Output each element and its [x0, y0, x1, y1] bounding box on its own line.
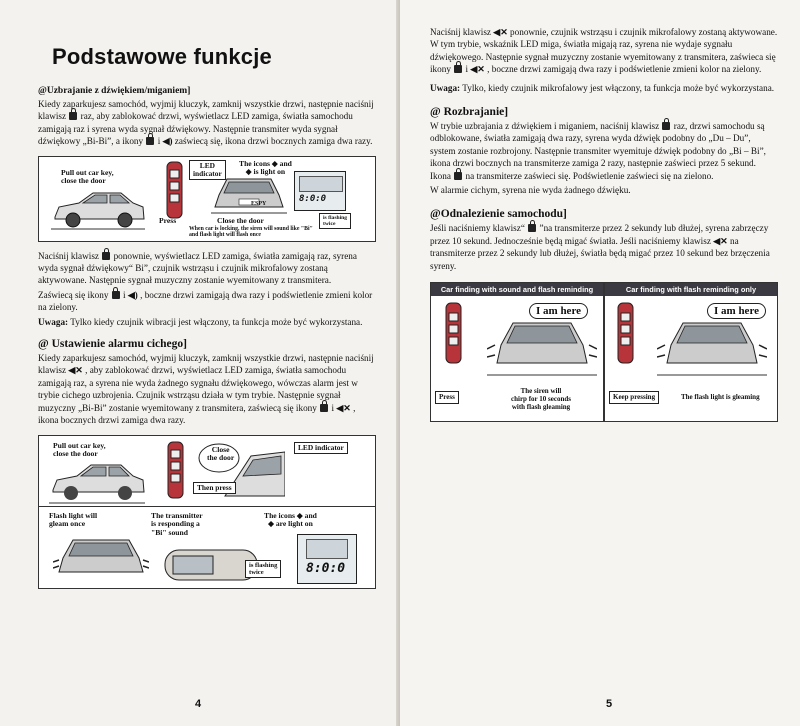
paragraph: Naciśnij klawisz ◀✕ ponownie, czujnik wstrząsu i czujnik mikrofalowy zostaną aktywowane. W tym trybie, wskaźnik LED miga, światła migają raz, syrena nie wydaje sygnału dźwiękowego. Następnie sygnał muzyczny zostanie wyemitowany z transmitera, zaświeca się ikony i ◀✕ , boczne drzwi zamigają dwa razy i podświetlenie zmieni kolor na zielony. [430, 27, 778, 75]
right-page [400, 0, 800, 726]
section-heading-disarm: @ Rozbrajanie] [430, 106, 509, 119]
unlock-icon [662, 122, 670, 130]
press-label: Press [435, 391, 459, 403]
remote-illustration [615, 301, 637, 367]
flashing-label: is flashing twice [319, 213, 351, 230]
siren-label: The siren will chirp for 10 seconds with flash gleaming [511, 387, 571, 412]
siren-note: When car is locking, the siren will sound like "Bi" and flash light will flash once [189, 225, 313, 239]
flash-label: The flash light is gleaming [681, 393, 760, 402]
car-front-illustration [53, 532, 149, 584]
remote-illustration [443, 301, 465, 367]
figure-label: Pull out car key, close the door [53, 440, 106, 459]
remote-illustration [164, 160, 186, 222]
speech-bubble: I am here [707, 303, 766, 319]
transmitter-display [294, 171, 346, 211]
lock-icon [69, 112, 77, 120]
car-side-illustration [49, 187, 147, 233]
flash-label: Flash light will gleam once [49, 510, 98, 529]
led-indicator-label: LED indicator [189, 160, 226, 181]
close-door-label: Close the door [207, 444, 235, 463]
car-front-illustration [487, 315, 597, 381]
mute-speaker-icon: ◀✕ [713, 235, 728, 246]
mute-speaker-icon: ◀✕ [336, 402, 351, 413]
section-heading-arming: @Uzbrajanie z dźwiękiem/miganiem] [38, 86, 191, 96]
plate-text: ESPY [251, 200, 267, 207]
car-front-illustration [657, 315, 767, 381]
page-number: 4 [195, 698, 202, 710]
paragraph: Kiedy zaparkujesz samochód, wyjmij kluczyk, zamknij wszystkie drzwi, następnie naciśnij klawisz raz, aby zablokować drzwi, wyświetlacz LED zamiga, światła samochodu zamigają raz i syrena wyda sygnał dźwiękowy. Następnie transmiter wyda sygnał dźwiękowy „Bi-Bi”, a ikony i ◀) zaświecą się, ikona drzwi bocznych zamiga dwa razy. [38, 99, 374, 147]
mute-speaker-icon: ◀✕ [68, 365, 83, 376]
note-paragraph: Uwaga: Tylko kiedy czujnik wibracji jest włączony, ta funkcja może być wykorzystana. [38, 316, 363, 327]
section-heading-silent: @ Ustawienie alarmu cichego] [38, 338, 187, 351]
lock-icon [102, 252, 110, 260]
divider [603, 283, 605, 421]
lock-icon [146, 137, 154, 145]
unlock-icon [454, 172, 462, 180]
transmitter-display [297, 534, 357, 584]
divider [39, 506, 375, 507]
flashing-label: is flashing twice [245, 560, 281, 579]
lock-icon [112, 291, 120, 299]
then-press-label: Then press [193, 482, 236, 494]
car-icon [299, 176, 343, 192]
lock-icon [454, 65, 462, 73]
car-side-illustration [47, 458, 147, 506]
speech-bubble: I am here [529, 303, 588, 319]
paragraph: Jeśli naciśniemy klawisz“ ”na transmiterze przez 2 sekundy lub dłużej, syrena zabrzęczy przez 10 sekund. Jednocześnie będą migać światła. Jeśli naciśniemy klawisz ◀✕ na transmiterze przez 2 sekundy lub dłużej, światła będą migać przez 10 sekund bez brzęczenia syreny. [430, 223, 770, 271]
lock-icon [528, 224, 536, 232]
header-sound-flash: Car finding with sound and flash reminding [431, 283, 603, 296]
figure-label: Pull out car key, close the door [61, 167, 114, 186]
page-title: Podstawowe funkcje [52, 44, 272, 69]
figure-silent-alarm [38, 435, 376, 589]
press-label: Press [159, 215, 177, 225]
remote-illustration [165, 440, 187, 502]
speaker-icon: ◀) [162, 136, 173, 147]
page-number: 5 [606, 698, 613, 710]
lock-icon [320, 404, 328, 412]
paragraph: Kiedy zaparkujesz samochód, wyjmij kluczyk, zamknij wszystkie drzwi, następnie naciśnij klawisz ◀✕ , aby zablokować drzwi, wyświetlacz LED zamiga, światła samochodu zamigają raz, a syrena nie wyda żadnego sygnału dźwiękowego, wówczas alarm jest w trybie cichego uzbrojenia. Czujnik wstrząsu działa w tym trybie. Następnie sygnał muzyczny „Bi-Bi” zostanie wyemitowany z transmitera, zaświecą się ikony i ◀✕ , ikona bocznych drzwi zamiga dwa razy. [38, 353, 374, 426]
icons-label: The icons ◆ and ◆ are light on [264, 510, 317, 529]
keep-pressing-label: Keep pressing [609, 391, 659, 403]
section-heading-find-car: @Odnalezienie samochodu] [430, 208, 567, 221]
figure-arming-sound [38, 156, 376, 242]
transmitter-label: The transmitter is responding a "Bi" sound [151, 510, 203, 537]
paragraph: W trybie uzbrajania z dźwiękiem i miganiem, naciśnij klawisz raz, drzwi samochodu są odblokowane, światła zamigają dwa razy, syrena wyda dźwięk podobny do „Du – Du”, system zostanie rozbrojony. Następnie transmiter wyemituje dźwięk podobny do „Bi – Bi”, ikona drzwi bocznych na transmiterze zamiga 2 razy, następnie zaświeci przez 5 sekund. Ikona na transmiterze zaświeci się. Podświetlenie zaświeci się na zielono. [430, 121, 766, 181]
icons-label: The icons ◆ and ◆ is light on [239, 158, 292, 177]
car-icon [306, 539, 348, 559]
paragraph: Zaświecą się ikony i ◀) , boczne drzwi zamigają dwa razy i podświetlenie zmieni kolor na zielony. [38, 289, 373, 313]
close-door-label: Close the door [217, 215, 264, 225]
car-front-illustration [211, 173, 287, 217]
paragraph: Naciśnij klawisz ponownie, wyświetlacz LED zamiga, światła zamigają raz, syrena wyda sygnał dźwiękowy“ Bi”, czujnik wstrząsu i czujnik mikrofalowy zostaną aktywowane. Następnie sygnał muzyczny zostanie wyemitowany z transmitera. [38, 250, 357, 286]
paragraph: W alarmie cichym, syrena nie wyda żadnego dźwięku. [430, 185, 631, 196]
display-time: 8:0:0 [299, 193, 327, 204]
speaker-icon: ◀) [127, 289, 138, 300]
display-time: 8:0:0 [306, 560, 346, 576]
note-paragraph: Uwaga: Tylko, kiedy czujnik mikrofalowy jest włączony, ta funkcja może być wykorzystana. [430, 82, 775, 93]
header-flash-only: Car finding with flash reminding only [605, 283, 777, 296]
led-indicator-label: LED indicator [294, 442, 348, 454]
figure-car-finding [430, 282, 778, 422]
mute-speaker-icon: ◀✕ [470, 64, 485, 75]
mute-speaker-icon: ◀✕ [493, 27, 508, 37]
